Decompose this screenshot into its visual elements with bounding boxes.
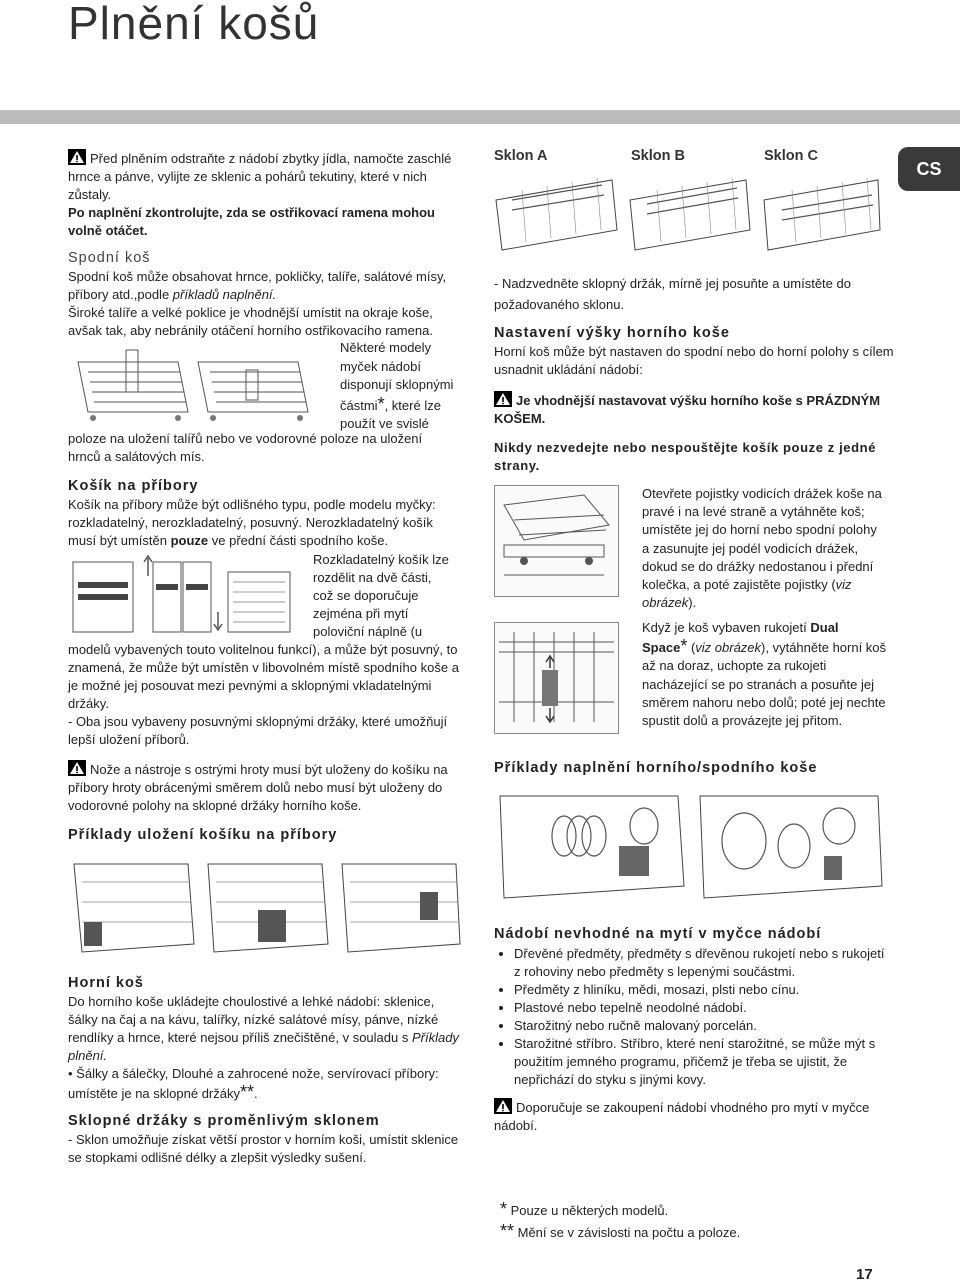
folding-racks-illustration (68, 342, 318, 432)
upper-basket-section (68, 975, 460, 1103)
warning-icon (68, 760, 86, 776)
intro-warning-text: Před plněním odstraňte z nádobí zbytky jídla, namočte zaschlé hrnce a pánve, vylijte ze sklenic a pohárů tekutiny, které v nich zůstaly. (68, 151, 452, 202)
warning-icon (494, 1098, 512, 1114)
loading-examples-heading: Příklady naplnění horního/spodního koše (494, 760, 818, 776)
folding-parts-side-text: Některé modely myček nádobí disponují sklopnými částmi*, které lze použít ve svislé (340, 340, 454, 431)
cutlery-section (68, 478, 458, 550)
list-item: • Dřevěné předměty, předměty s dřevěnou rukojetí nebo s rukojetí z rohoviny nebo předměty s lepenými součástmi. (514, 945, 894, 981)
height-adjust-section (494, 325, 894, 379)
lower-basket-p2: Široké talíře a velké poklice je vhodnější umístit na okraje koše, avšak tak, aby nebránily otáčení horního ostřikovacího ramena. (68, 305, 433, 338)
dual-space-text: Když je koš vybaven rukojetí Dual Space* (viz obrázek), vytáhněte horní koš až na doraz, uchopte za rukojeti nacházející se po stranách a posuňte jej směrem nahoru nebo dolů; poté jej nechte spustit dolů a provázejte jej přitom. (642, 620, 887, 729)
warning-icon (494, 391, 512, 407)
intro-bold-text: Po naplnění zkontrolujte, zda se ostřikovací ramena mohou volně otáčet. (68, 205, 435, 238)
lower-basket-p1: Spodní koš může obsahovat hrnce, pokličky, talíře, salátové mísy, příbory atd.,podle příkladů naplnění. (68, 269, 447, 302)
page-number: 17 (856, 1266, 873, 1283)
upper-basket-p1: Do horního koše ukládejte choulostivé a lehké nádobí: sklenice, šálky na čaj a na kávu, talířky, nízké salátové mísy, pánve, nízké rendlíky a hrnce, které nejsou příliš znečištěné, v souladu s Příklady plnění. (68, 994, 459, 1063)
unsuitable-list (494, 945, 894, 1089)
cutlery-warning: Nože a nástroje s ostrými hroty musí být uloženy do košíku na příbory hroty obrácenými směrem dolů nebo musí být uloženy do vodorovné polohy na sklopné držáky horního koše. (68, 762, 448, 813)
lower-basket-heading: Spodní koš (68, 250, 151, 266)
height-adjust-p2: Nikdy nezvedejte nebo nespouštějte košík pouze z jedné strany. (494, 440, 877, 473)
upper-basket-heading: Horní koš (68, 975, 144, 991)
open-instructions-p1: Otevřete pojistky vodicích drážek koše na pravé i na levé straně a vytáhněte koš; umístěte jej do horní nebo spodní polohy a zasunujte jej podél vodicích drážek, dokud se do drážky nedostanou i přední kolečka, a poté zajistěte pojistky (viz obrázek). (642, 486, 882, 611)
intro-warning (68, 149, 458, 240)
cutlery-heading: Košík na příbory (68, 478, 199, 494)
loading-examples-illustration (494, 786, 884, 904)
header-divider (0, 110, 960, 124)
cutlery-basket-illustration (68, 552, 298, 636)
footnotes (500, 1199, 880, 1243)
footnote-1: * Pouze u některých modelů. (500, 1199, 669, 1219)
tilt-b-label: Sklon B (631, 148, 685, 164)
unsuitable-warning: Doporučuje se zakoupení nádobí vhodného pro mytí v myčce nádobí. (494, 1100, 870, 1133)
cutlery-p2: modelů vybavených touto volitelnou funkcí), a může být posuvný, to znamená, že může být umístěn v libovolném místě spodního koše a je možné jej posouvat mezi pevnými a sklopnými vkladatelnými držáky. - Oba jsou vybaveny posuvnými sklopnými držáky, které umožňují lepší uložení příborů. (68, 642, 459, 747)
folding-holders-section (68, 1113, 460, 1167)
unsuitable-heading: Nádobí nevhodné na mytí v myčce nádobí (494, 926, 822, 942)
list-item: • Předměty z hliníku, mědi, mosazi, plsti nebo cínu. (514, 981, 894, 999)
upper-basket-p2: • Šálky a šálečky, Dlouhé a zahrocené nože, servírovací příbory: umístěte je na sklopné držáky**. (68, 1066, 439, 1102)
height-adjust-heading: Nastavení výšky horního koše (494, 325, 730, 341)
basket-rail-illustration (494, 485, 619, 597)
cutlery-examples-heading: Příklady uložení košíku na příbory (68, 827, 338, 843)
height-adjust-p1: Horní koš může být nastaven do spodní nebo do horní polohy s cílem usnadnit ukládání nádobí: (494, 344, 894, 377)
page-title: Plnění košů (68, 0, 320, 49)
cutlery-side-text: Rozkladatelný košík lze rozdělit na dvě části, což se doporučuje zejména při mytí poloviční náplně (u (313, 552, 449, 639)
list-item: • Starožitné stříbro. Stříbro, které není starožitné, se může mýt s použitím jemného programu, přičemž je třeba se ujistit, že nepřichází do styku s jinými kovy. (514, 1035, 894, 1089)
list-item: • Starožitný nebo ručně malovaný porcelán. (514, 1017, 894, 1035)
tilt-text: - Nadzvedněte sklopný držák, mírně jej posuňte a umístěte do požadovaného sklonu. (494, 276, 851, 312)
tilt-illustration (492, 170, 882, 260)
folding-holders-text: - Sklon umožňuje získat větší prostor v horním koši, umístit sklenice se stopkami odlišné délky a zlepšit výsledky sušení. (68, 1132, 459, 1165)
lower-basket-section (68, 250, 458, 340)
dual-space-illustration (494, 622, 619, 734)
language-tab: CS (898, 147, 960, 191)
tilt-c-label: Sklon C (764, 148, 818, 164)
warning-icon (68, 149, 86, 165)
cutlery-examples-illustration (68, 852, 463, 962)
folding-holders-heading: Sklopné držáky s proměnlivým sklonem (68, 1113, 380, 1129)
unsuitable-section (494, 926, 894, 1089)
list-item: • Plastové nebo tepelně neodolné nádobí. (514, 999, 894, 1017)
height-adjust-warning: Je vhodnější nastavovat výšku horního koše s PRÁZDNÝM KOŠEM. (494, 393, 881, 426)
tilt-a-label: Sklon A (494, 148, 548, 164)
footnote-2: ** Mění se v závislosti na počtu a poloze. (500, 1221, 741, 1241)
cutlery-p1: Košík na příbory může být odlišného typu, podle modelu myčky: rozkladatelný, nerozkladatelný, posuvný. Nerozkladatelný košík musí být umístěn pouze ve přední části spodního koše. (68, 497, 436, 548)
lower-basket-p3: poloze na uložení talířů nebo ve vodorovné poloze na uložení hrnců a salátových mís. (68, 431, 423, 464)
